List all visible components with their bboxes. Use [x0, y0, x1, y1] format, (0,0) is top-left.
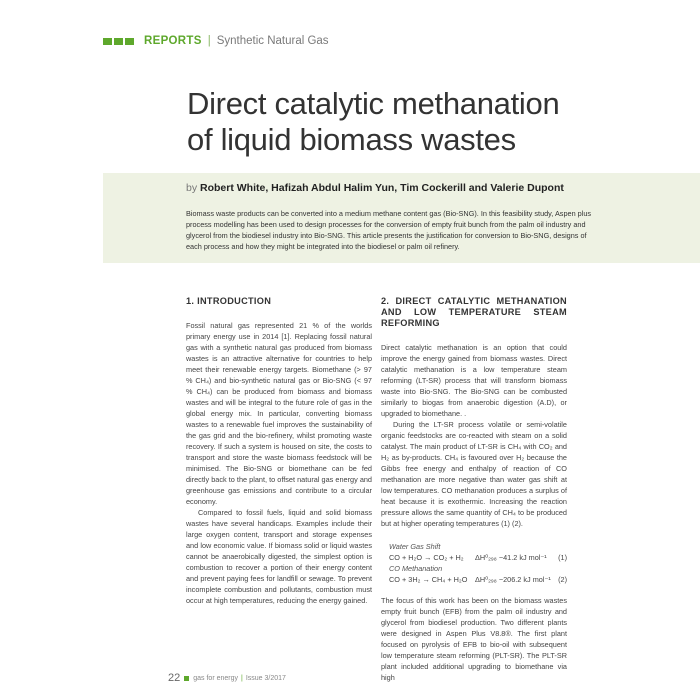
equation-row [389, 552, 567, 563]
equation-block [389, 541, 567, 585]
author-names: Robert White, Hafizah Abdul Halim Yun, Tim Cockerill and Valerie Dupont [200, 182, 564, 194]
paragraph: Direct catalytic methanation is an option that could improve the energy gained from biomass wastes. Direct catalytic methanation is a low temperature steam reforming (LT-SR) process that will transform biomass waste into Bio-SNG. The Bio-SNG can be combusted similarly to biogas from anaerobic digestion (A.D), or upgraded to biomethane. . [381, 343, 567, 418]
footer-separator: | [241, 674, 243, 682]
paragraph: During the LT-SR process volatile or semi-volatile organic feedstocks are co-reacted with steam on a solid catalyst. The main product of LT-SR is CH₄ with CO₂ and H₂ as by-products. CH₄ is favoured over H₂ because the Gibbs free energy and enthalpy of reaction of CO methanation are more negative than water gas shift at low temperatures. CO methanation produces a surplus of heat because it is exothermic. Increasing the reaction pressure allows the same quantity of CH₄ to be produced but at higher operating temperatures (1) (2). [381, 420, 567, 528]
abstract-text: Biomass waste products can be converted into a medium methane content gas (Bio-SNG). In this feasibility study, Aspen plus process modelling has been used to design processes for the conversion of empty fruit bunch from the palm oil industry and glycerol from the biodiesel industry into Bio-SNG. This article presents the justification for conversion to Bio-SNG, designs of each process and how they might be integrated into the biodiesel or palm oil refinery. [186, 209, 592, 251]
article-title [187, 86, 559, 158]
author-line [186, 182, 564, 194]
page-number: 22 [168, 672, 181, 684]
paragraph: Fossil natural gas represented 21 % of the worlds primary energy use in 2014 [1]. Replacing fossil natural gas with a synthetic natural gas produced from biomass wastes is an attractive alternative for countries to help meet their renewable energy targets. Biomethane (> 97 % CH₄) and bio-synthetic natural gas or Bio-SNG (< 97 % CH₄) can be produced from biomass and biomass wastes and will be integral to the future role of gas in the global energy mix. In particular, converting biomass wastes to a renewable fuel improves the sustainability of the gas grid and the bio-refinery, whilst promoting waste recovery. If such a system is housed on site, the costs to transport and store the waste biomass feedstock will be minimised. The Bio-SNG or biomethane can be fed directly back to the plant, to offset natural gas energy and greenhouse gas emissions and contribute to a circular economy. [186, 321, 372, 506]
header-separator: | [207, 35, 211, 47]
running-header [103, 35, 329, 47]
column-right [381, 296, 567, 683]
section-heading-methanation: 2. DIRECT CATALYTIC METHANATION AND LOW TEMPERATURE STEAM REFORMING [381, 296, 567, 328]
publication-name: gas for energy [193, 674, 238, 682]
by-label: by [186, 182, 198, 194]
column-left [186, 296, 372, 606]
title-line-1: Direct catalytic methanation [187, 86, 560, 121]
equation-number: (2) [558, 575, 567, 584]
equation-enthalpy: ΔH⁰₂₉₈ −41.2 kJ mol⁻¹ [475, 553, 547, 562]
section-marker-icon [103, 38, 134, 45]
paragraph: Compared to fossil fuels, liquid and solid biomass wastes have several handicaps. Examples include their large oxygen content, transport and storage expenses and low economic value. If biomass solid or liquid wastes cannot be anaerobically digested, the simplest option is combustion to recover a portion of their energy content and prevent paying fees for landfill or sewage. To prevent incomplete combustion and pollutants, combustion must occur at high temperatures, reducing the energy gained. [186, 508, 372, 605]
footer-marker-icon [184, 676, 189, 681]
equation-number: (1) [558, 553, 567, 562]
section-label: REPORTS [144, 35, 202, 47]
page-footer [168, 672, 286, 684]
equation-row [389, 574, 567, 585]
equation-formula: CO + 3H₂ → CH₄ + H₂O [389, 575, 468, 584]
equation-label: Water Gas Shift [389, 542, 441, 551]
paragraph: The focus of this work has been on the biomass wastes empty fruit bunch (EFB) from the palm oil industry and glycerol from biodiesel production. Two different plants were designed in Aspen Plus V8.8®. The first plant focused on pyrolysis of EFB to bio-oil with subsequent low temperature steam reforming (PLT-SR). The PLT-SR plant included additional upgrading to biomethane via high [381, 596, 567, 682]
section-heading-introduction: 1. INTRODUCTION [186, 296, 272, 306]
issue-label: Issue 3/2017 [245, 674, 286, 682]
equation-formula: CO + H₂O → CO₂ + H₂ [389, 553, 464, 562]
equation-label: CO Methanation [389, 564, 443, 573]
section-topic: Synthetic Natural Gas [216, 35, 329, 47]
equation-enthalpy: ΔH⁰₂₉₈ −206.2 kJ mol⁻¹ [475, 575, 551, 584]
title-line-2: of liquid biomass wastes [187, 122, 516, 157]
